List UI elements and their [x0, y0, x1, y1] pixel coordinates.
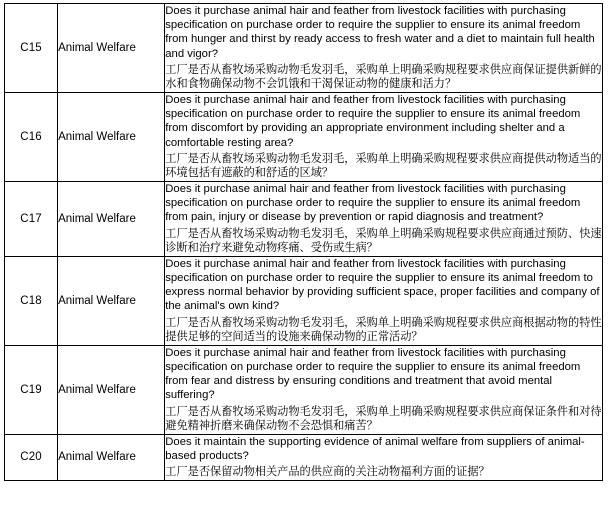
row-category: Animal Welfare — [58, 256, 165, 345]
row-description — [165, 345, 603, 434]
description-english: Does it purchase animal hair and feather from livestock facilities with purchasing specification on purchase order to require the supplier to ensure its animal freedom to express normal behavior by providing sufficient space, proper facilities and company of the animal's own kind? — [165, 257, 600, 313]
description-chinese: 工厂是否从畜牧场采购动物毛发羽毛，采购单上明确采购规程要求供应商保证提供新鲜的水和食物确保动物不会饥饿和干渴保证动物的健康和活力？ — [165, 62, 602, 91]
row-code: C17 — [5, 182, 58, 257]
table-row — [5, 434, 603, 480]
row-code: C19 — [5, 345, 58, 434]
row-code: C18 — [5, 256, 58, 345]
description-english: Does it purchase animal hair and feather from livestock facilities with purchasing specification on purchase order to require the supplier to ensure its animal freedom from discomfort by providing an appropriate environment including shelter and a comfortable resting area? — [165, 94, 581, 149]
table-body — [5, 4, 603, 481]
row-code: C16 — [5, 93, 58, 182]
requirements-table — [4, 3, 603, 481]
row-category: Animal Welfare — [58, 4, 165, 93]
row-category: Animal Welfare — [58, 345, 165, 434]
row-description — [165, 256, 603, 345]
table-row — [5, 182, 603, 257]
table-row — [5, 4, 603, 93]
table-row — [5, 256, 603, 345]
row-category: Animal Welfare — [58, 93, 165, 182]
row-category: Animal Welfare — [58, 182, 165, 257]
table-row — [5, 93, 603, 182]
description-chinese: 工厂是否从畜牧场采购动物毛发羽毛，采购单上明确采购规程要求供应商提供动物适当的环境包括有遮蔽的和舒适的区域？ — [165, 151, 602, 180]
description-chinese: 工厂是否保留动物相关产品的供应商的关注动物福利方面的证据？ — [165, 465, 490, 479]
row-code: C15 — [5, 4, 58, 93]
description-chinese: 工厂是否从畜牧场采购动物毛发羽毛，采购单上明确采购规程要求供应商根据动物的特性提供足够的空间适当的设施来确保动物的正常活动？ — [165, 315, 602, 344]
description-english: Does it purchase animal hair and feather from livestock facilities with purchasing specification on purchase order to require the supplier to ensure its animal freedom from fear and distress by ensuring conditions and treatment that avoid mental suffering? — [165, 346, 581, 402]
row-category: Animal Welfare — [58, 434, 165, 480]
description-english: Does it purchase animal hair and feather from livestock facilities with purchasing specification on purchase order to require the supplier to ensure its animal freedom from pain, injury or disease by prevention or rapid diagnosis and treatment? — [165, 183, 581, 224]
description-chinese: 工厂是否从畜牧场采购动物毛发羽毛，采购单上明确采购规程要求供应商保证条件和对待避免精神折磨来确保动物不会恐惧和痛苦？ — [165, 404, 602, 433]
description-english: Does it maintain the supporting evidence of animal welfare from suppliers of animal-based products? — [165, 435, 585, 462]
row-description — [165, 182, 603, 257]
row-code: C20 — [5, 434, 58, 480]
description-english: Does it purchase animal hair and feather from livestock facilities with purchasing specification on purchase order to require the supplier to ensure its animal freedom from hunger and thirst by ready access to fresh water and a diet to maintain full health and vigor? — [165, 5, 595, 60]
row-description — [165, 434, 603, 480]
row-description — [165, 4, 603, 93]
description-chinese: 工厂是否从畜牧场采购动物毛发羽毛，采购单上明确采购规程要求供应商通过预防、快速诊断和治疗来避免动物疼痛、受伤或生病？ — [165, 226, 602, 255]
row-description — [165, 93, 603, 182]
table-row — [5, 345, 603, 434]
